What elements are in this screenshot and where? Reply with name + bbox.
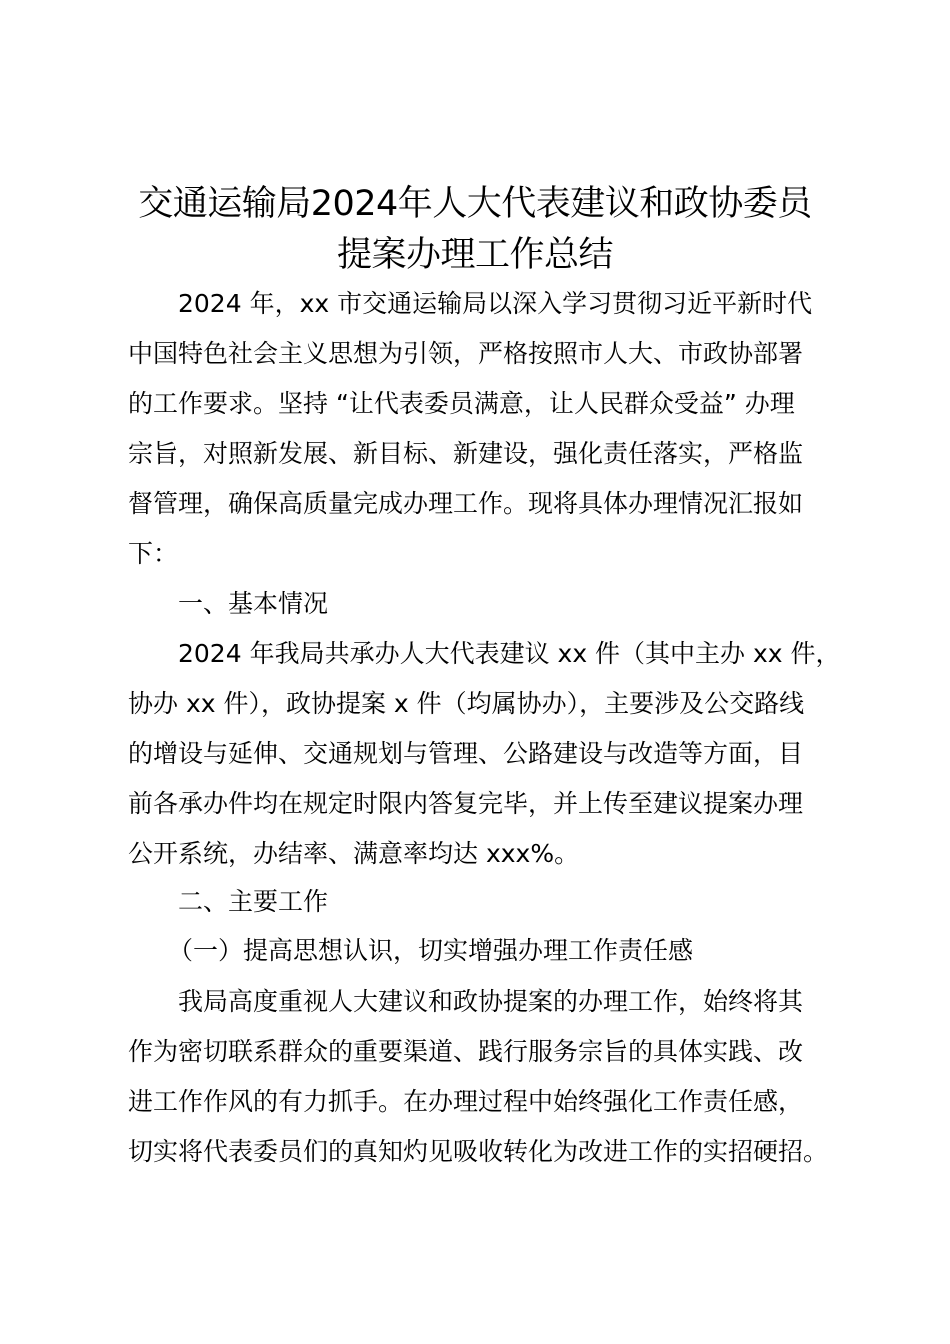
subsection1-line-4: 切实将代表委员们的真知灼见吸收转化为改进工作的实招硬招。 (128, 1137, 829, 1166)
intro-line-1: 2024 年，xx 市交通运输局以深入学习贯彻习近平新时代 (178, 289, 813, 318)
subsection1-line-3: 进工作作风的有力抓手。在办理过程中始终强化工作责任感， (128, 1087, 804, 1116)
subsection-heading-1: （一）提高思想认识，切实增强办理工作责任感 (168, 936, 694, 965)
intro-line-3: 的工作要求。坚持 “让代表委员满意，让人民群众受益” 办理 (128, 389, 795, 418)
section1-line-4: 前各承办件均在规定时限内答复完毕，并上传至建议提案办理 (128, 789, 804, 818)
subsection1-line-1: 我局高度重视人大建议和政协提案的办理工作，始终将其 (178, 987, 804, 1016)
intro-line-5: 督管理，确保高质量完成办理工作。现将具体办理情况汇报如 (128, 489, 804, 518)
subsection1-line-2: 作为密切联系群众的重要渠道、践行服务宗旨的具体实践、改 (128, 1037, 804, 1066)
section1-line-5: 公开系统，办结率、满意率均达 xxx%。 (128, 839, 580, 868)
section1-line-3: 的增设与延伸、交通规划与管理、公路建设与改造等方面，目 (128, 739, 804, 768)
document-title-line-1: 交通运输局2024年人大代表建议和政协委员 (138, 184, 812, 224)
intro-line-2: 中国特色社会主义思想为引领，严格按照市人大、市政协部署 (128, 339, 804, 368)
document-title-line-2: 提案办理工作总结 (336, 235, 613, 275)
section1-line-2: 协办 xx 件），政协提案 x 件（均属协办），主要涉及公交路线 (128, 689, 805, 718)
section-heading-basic-situation: 一、基本情况 (178, 589, 329, 618)
section1-line-1: 2024 年我局共承办人大代表建议 xx 件（其中主办 xx 件， (178, 639, 841, 668)
section-heading-main-work: 二、主要工作 (178, 887, 329, 916)
intro-line-6: 下： (128, 539, 179, 568)
intro-line-4: 宗旨，对照新发展、新目标、新建设，强化责任落实，严格监 (128, 439, 804, 468)
